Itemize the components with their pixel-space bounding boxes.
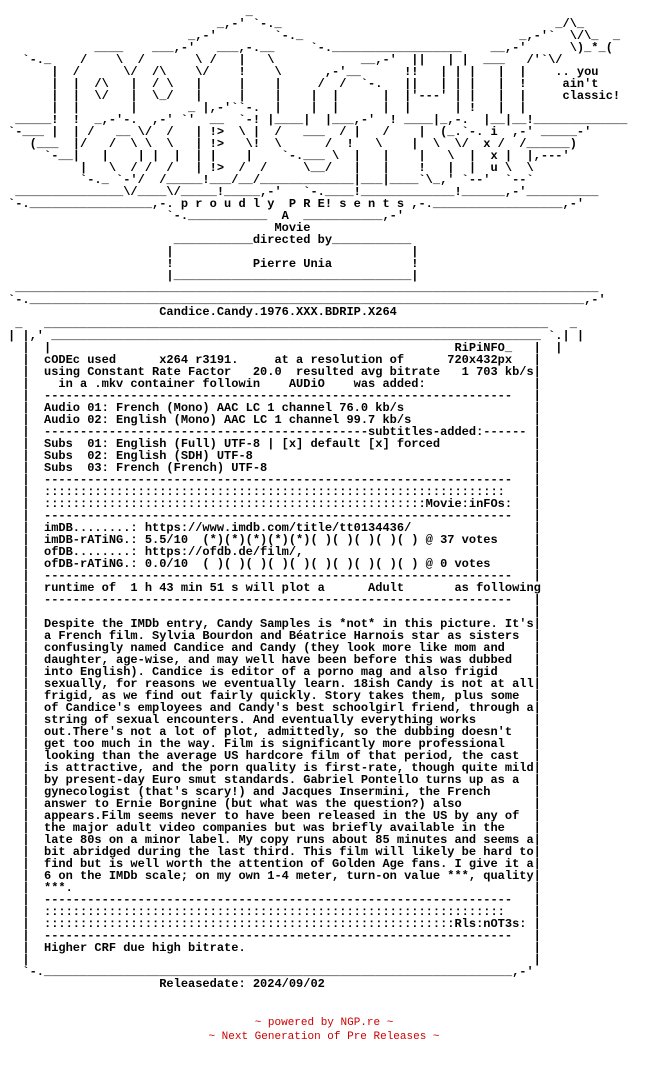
nfo-text: _ _,-' `-._ _/\_ _,-' `-._ _,-'` \/\_ _ ____ ___,-' ___,-.__ `-.__________________ __,-' \)_*_( `-._ / \ / \ / | \ __,-' || | | ___ /'`\/ | / \/ /\ \/ ! \ ,-'__ !! | | | | | .. you | | /\ | / \ | | | / / `-. || | | | | ! ain't | | \/ | \_/ | | | | | | |'---' | | | | classic! | | | _ |,-'``-. | | | | | | ! | | _____! ! _,-'-. ,-' `' __ `-! |____| |___,-' ! ____|_,-. |__|__!_____________ `-___ | | / __ \/ / | !> \ | / ___ / | / | (_.`-. i ,-' _____-' (___ |/ / \ \ \ | !> \! \ / ! \ | \ \/ x / /______) `-__| | | | | | | | `-.___ \ | | | \ | x | |,---' | \ / / / | !> / / \__/ | | ! | | u \ \ `-._ `-'/ /_____!___/__/_____________|___|____`\_,' `--' `--` _______________\/____\/_____!_____,-' `-.____!_____________!______,-'__________ `-._________________,-. p r o u d l y P R E! s e n t s ,-.__________________,-' `-.___________ A ___________,-' Movie ___________directed by___________ | | ! Pierre Unia ! |_________________________________| _________________________________________________________________________________ `-._____________________________________________________________________________,-' Candice.Candy.1976.XXX.BDRIP.X264 _ ______________________________________________________________________ _ | |,' ____________________________________________________________________ `.| | | | RiPiNFO_ | | | cODEc used x264 r3191. at a resolution of 720x432px | | using Constant Rate Factor 20.0 resulted avg bitrate 1 703 kb/s| | in a .mkv container followin AUDiO was added: | | ----------------------------------------------------------------- | | Audio 01: French (Mono) AAC LC 1 channel 76.0 kb/s | | Audio 02: English (Mono) AAC LC 1 channel 99.7 kb/s | | ---------------------------------------------subtitles-added:------ | | Subs 01: English (Full) UTF-8 | [x] default [x] forced | | Subs 02: English (SDH) UTF-8 | | Subs 03: French (French) UTF-8 | | ----------------------------------------------------------------- | | :::::::::::::::::::::::::::::::::::::::::::::::::::::::::::::::: | | :::::::::::::::::::::::::::::::::::::::::::::::::::::Movie:inFOs: | | ----------------------------------------------------------------- | | imDB........: https://www.imdb.com/title/tt0134436/ | | imDB-rATiNG.: 5.5/10 (*)(*)(*)(*)(*)( )( )( )( )( ) @ 37 votes | | ofDB........: https://ofdb.de/film/, | | ofDB-rATiNG.: 0.0/10 ( )( )( )( )( )( )( )( )( )( ) @ 0 votes | | ----------------------------------------------------------------- | | runtime of 1 h 43 min 51 s will plot a Adult as following | ----------------------------------------------------------------- | | | | Despite the IMDb entry, Candy Samples is *not* in this picture. It's| | a French film. Sylvia Bourdon and Béatrice Harnois star as sisters | | confusingly named Candice and Candy (they look more like mom and | | daughter, age-wise, and may well have been before this was dubbed | | into English). Candice is editor of a porno mag and also frigid | | sexually, for reasons we eventually learn. 18ish Candy is not at all| | frigid, as we find out fairly quickly. Story takes them, plus some | | of Candice's employees and Candy's best schoolgirl friend, through a| | string of sexual encounters. And eventually everything works | | out.There's not a lot of plot, admittedly, so the dubbing doesn't | | get too much in the way. Film is significantly more professional | | looking than the average US hardcore film of that period, the cast | | is attractive, and the porn quality is first-rate, though quite mild| | by present-day Euro smut standards. Gabriel Pontello turns up as a | | gynecologist (that's scary!) and Jacques Insermini, the French | | answer to Ernie Borgnine (but what was the question?) also | | appears.Film seems never to have been released in the US by any of | | the major adult video companies but was briefly available in the | | late 80s on a minor label. My copy runs about 85 minutes and seems a| | bit abridged during the last third. This film will likely be hard to| | find but is well worth the attention of Golden Age fans. I give it a| | 6 on the IMDb scale; on my own 1-4 meter, turn-on value ***, quality| | ***. | | ----------------------------------------------------------------- | | :::::::::::::::::::::::::::::::::::::::::::::::::::::::::::::::: | | :::::::::::::::::::::::::::::::::::::::::::::::::::::::::Rls:nOT3s: | | ----------------------------------------------------------------- | | Higher CRF due high bitrate. | | | `-._________________________________________________________________,-' Releasedate: 2024/09/02 (8, 5, 628, 991)
powered-by-footer (0, 1016, 648, 1030)
tagline-footer (0, 1030, 648, 1044)
tagline-link[interactable]: ~ Next Generation of Pre Releases ~ (208, 1031, 440, 1043)
powered-by-link[interactable]: ~ powered by NGP.re ~ (254, 1017, 394, 1029)
